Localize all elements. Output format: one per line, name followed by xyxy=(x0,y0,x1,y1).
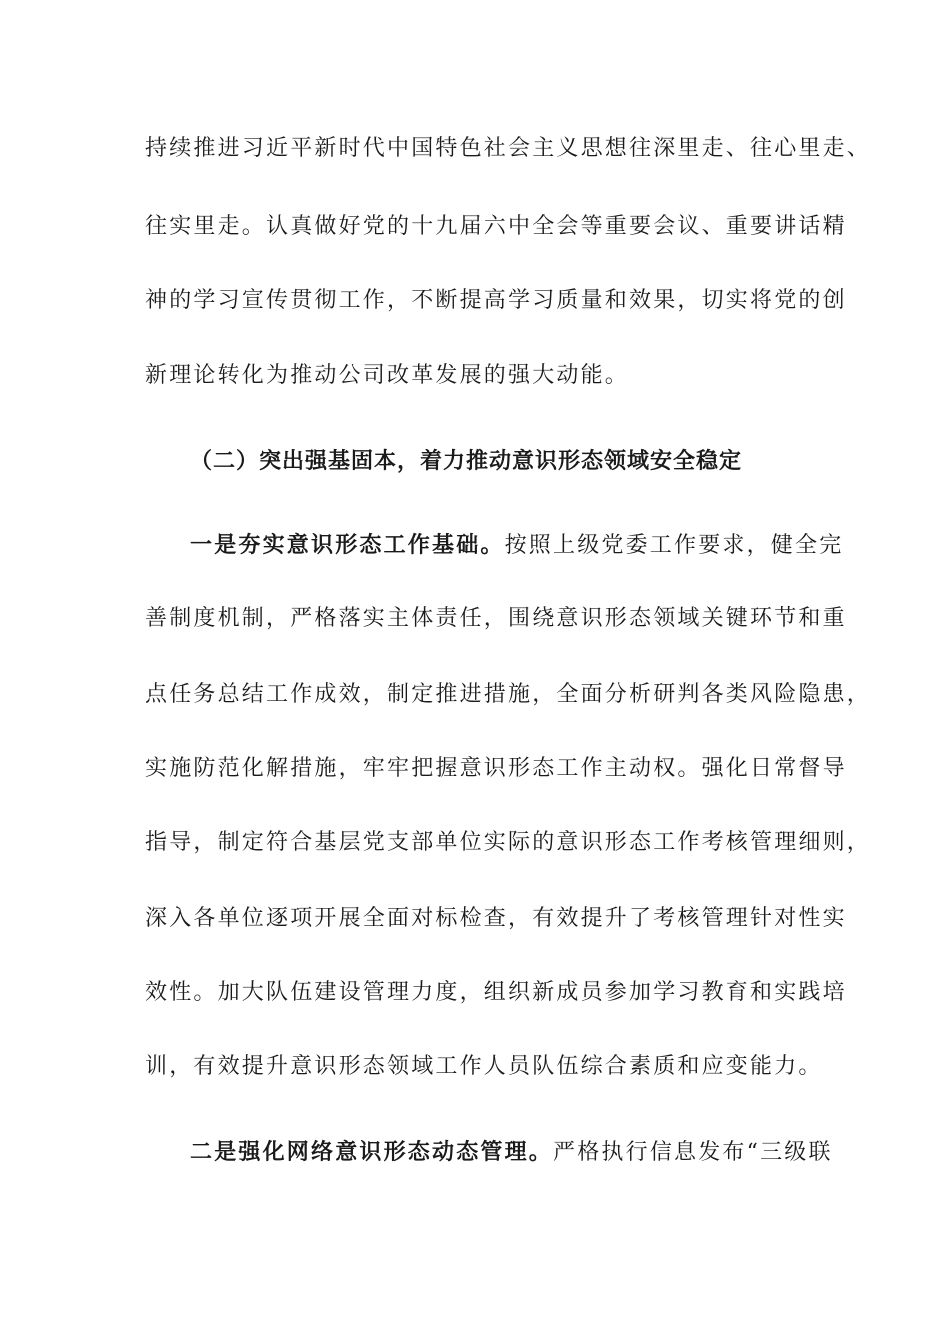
paragraph-line: 实施防范化解措施，牢牢把握意识形态工作主动权。强化日常督导 xyxy=(145,756,847,781)
paragraph-lead: 一是夯实意识形态工作基础。 xyxy=(190,532,505,558)
paragraph-line: 神的学习宣传贯彻工作，不断提高学习质量和效果，切实将党的创 xyxy=(145,288,847,313)
paragraph-line: 新理论转化为推动公司改革发展的强大动能。 xyxy=(145,363,630,388)
paragraph-line: 指导，制定符合基层党支部单位实际的意识形态工作考核管理细则， xyxy=(145,830,872,855)
paragraph-text: 严格执行信息发布“三级联 xyxy=(553,1140,833,1165)
section-heading: （二）突出强基固本，着力推动意识形态领域安全稳定 xyxy=(190,448,743,474)
paragraph-line: 训，有效提升意识形态领域工作人员队伍综合素质和应变能力。 xyxy=(145,1054,823,1079)
paragraph-first-line xyxy=(190,1137,833,1167)
paragraph-first-line xyxy=(190,530,844,560)
paragraph-line: 往实里走。认真做好党的十九届六中全会等重要会议、重要讲话精 xyxy=(145,214,847,239)
paragraph-line: 持续推进习近平新时代中国特色社会主义思想往深里走、往心里走、 xyxy=(145,136,872,161)
paragraph-text: 按照上级党委工作要求，健全完 xyxy=(504,533,844,558)
paragraph-lead: 二是强化网络意识形态动态管理。 xyxy=(190,1139,554,1165)
paragraph-line: 效性。加大队伍建设管理力度，组织新成员参加学习教育和实践培 xyxy=(145,980,847,1005)
paragraph-line: 善制度机制，严格落实主体责任，围绕意识形态领域关键环节和重 xyxy=(145,606,847,631)
paragraph-line: 深入各单位逐项开展全面对标检查，有效提升了考核管理针对性实 xyxy=(145,906,847,931)
paragraph-line: 点任务总结工作成效，制定推进措施，全面分析研判各类风险隐患， xyxy=(145,682,872,707)
